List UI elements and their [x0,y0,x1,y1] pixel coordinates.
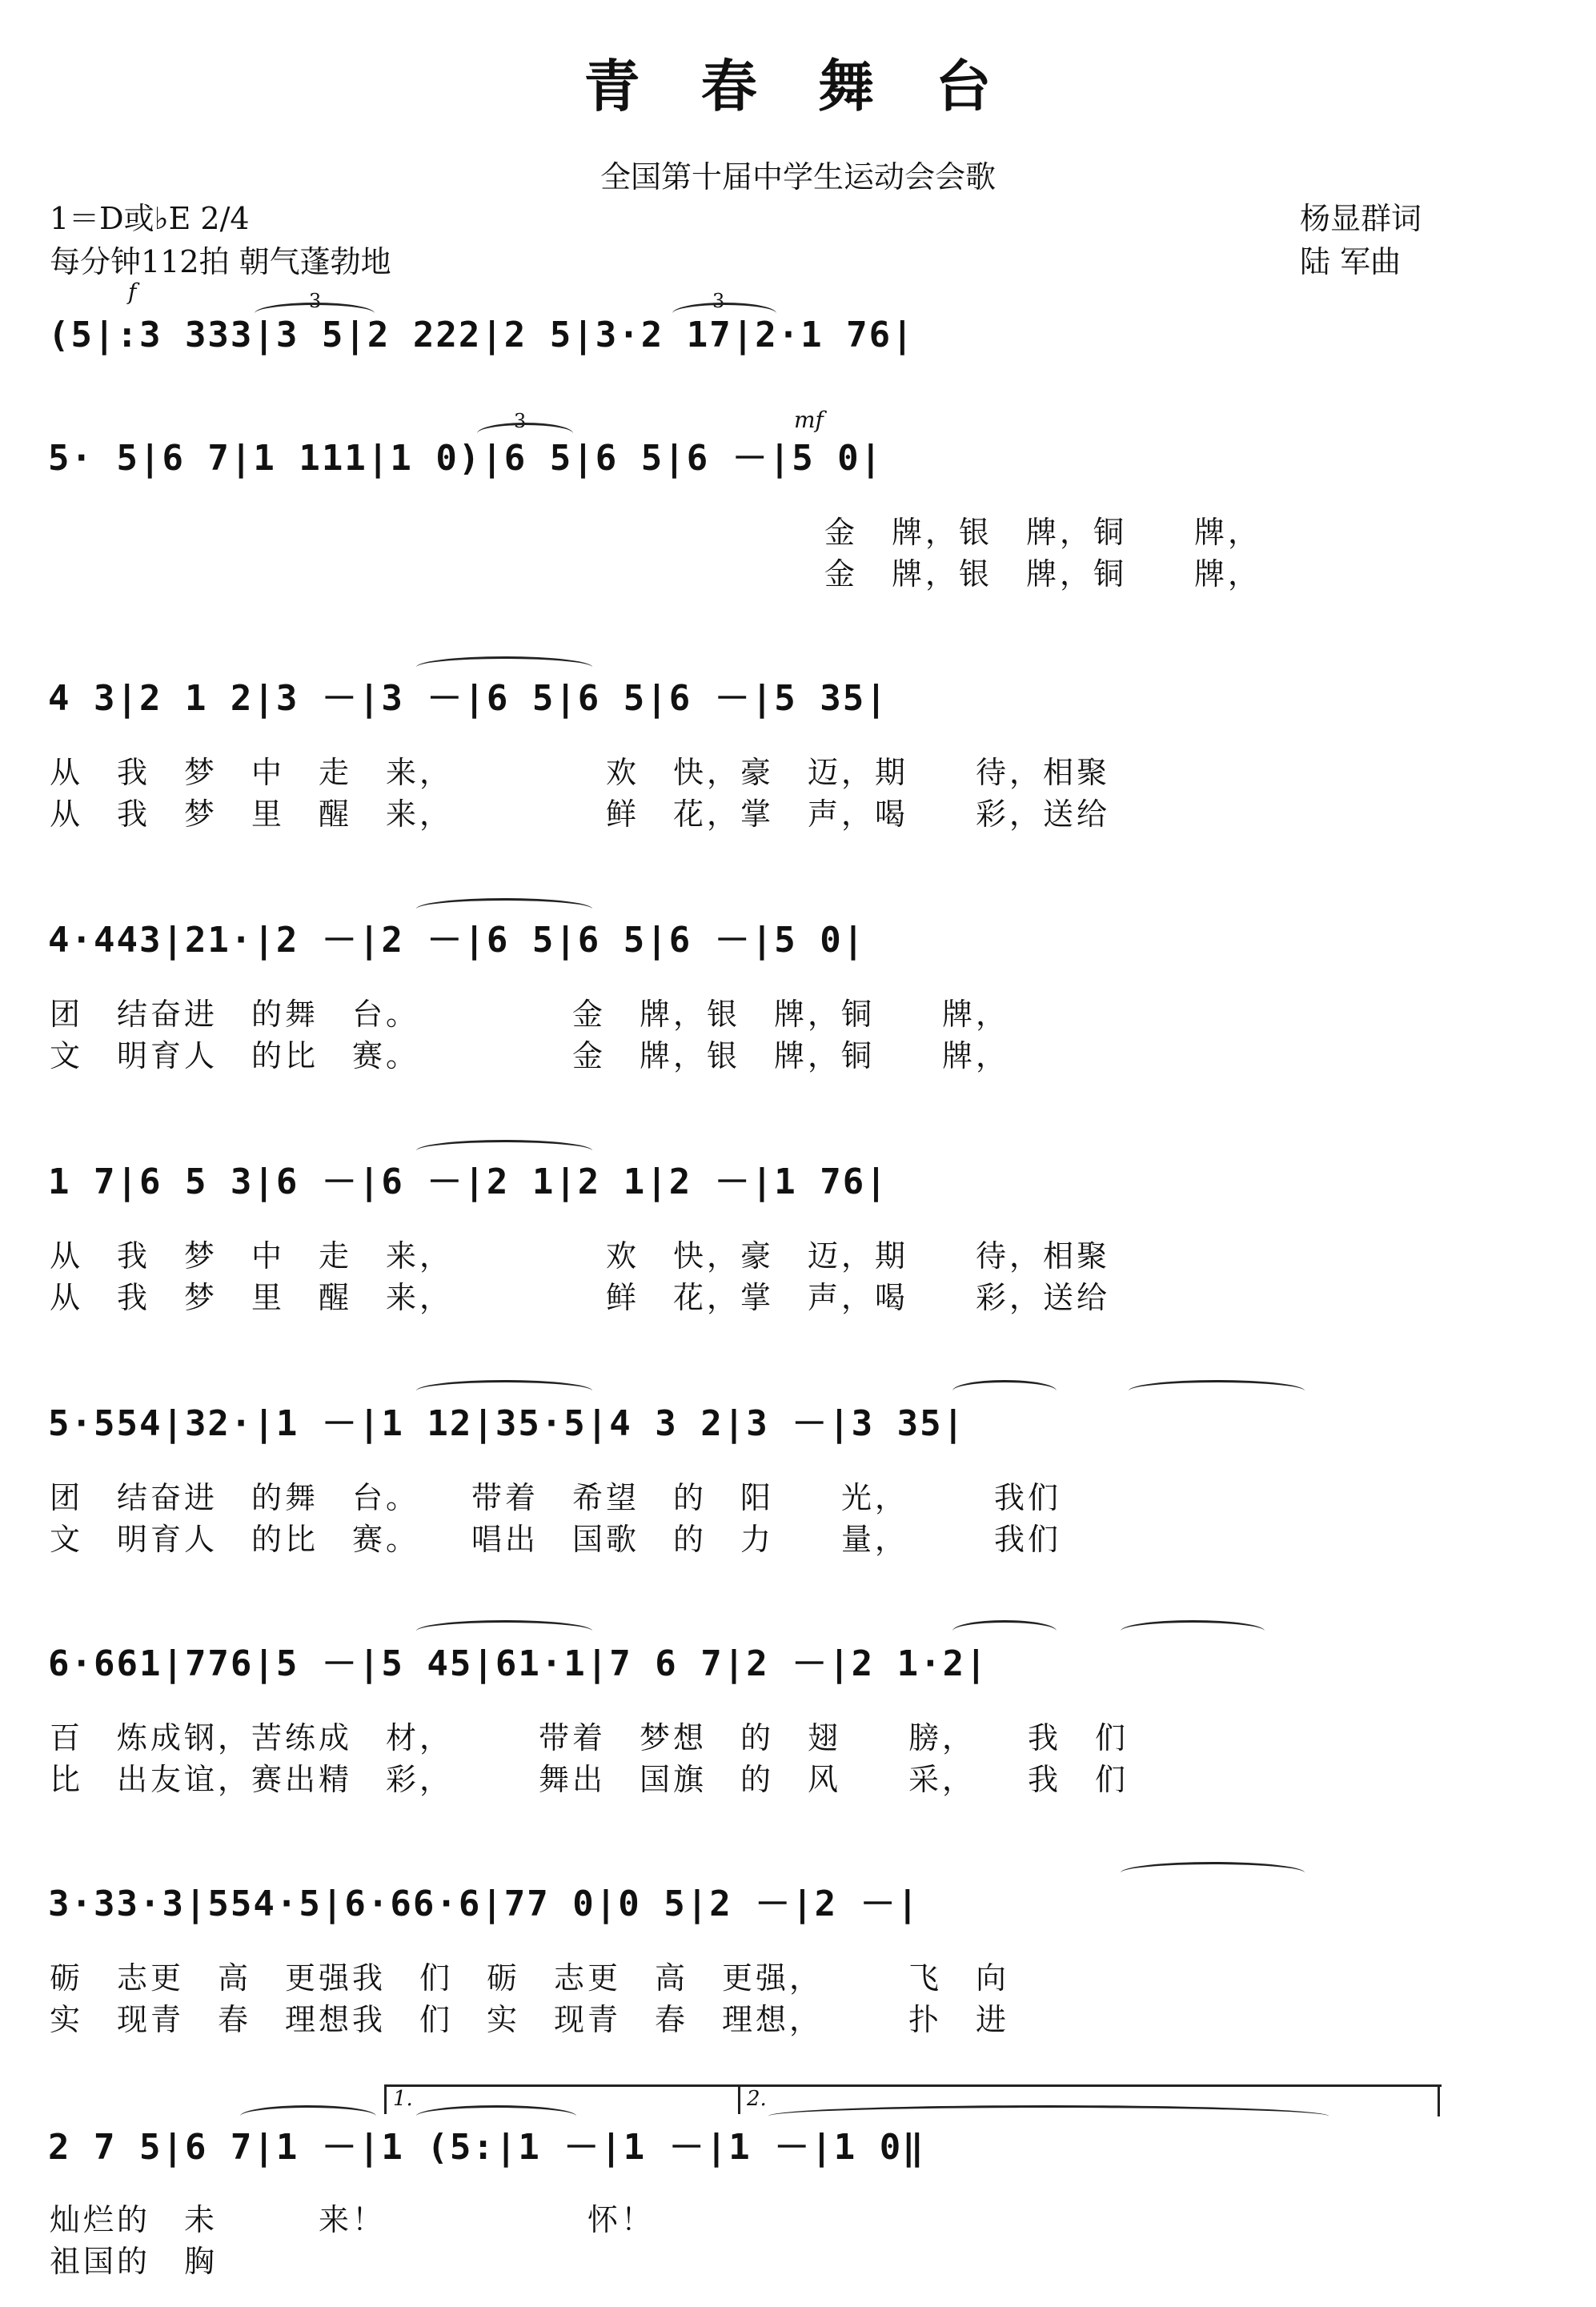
notation-line: 4·443|21·|2 －|2 －|6 5|6 5|6 －|5 0| [48,920,866,961]
lyric-line-1: 团 结奋进 的舞 台。 带着 希望 的 阳 光， 我们 [50,1480,1062,1515]
lyric-line-2: 祖国的 胸 [50,2244,219,2279]
lyric-line-1: 砺 志更 高 更强我 们 砺 志更 高 更强， 飞 向 [50,1960,1010,1996]
notation-line: 2 7 5|6 7|1 －|1 (5:|1 －|1 －|1 －|1 0‖ [48,2127,925,2168]
lyric-line-1: 百 炼成钢，苦练成 材， 带着 梦想 的 翅 膀， 我 们 [50,1720,1129,1755]
lyric-line-1: 团 结奋进 的舞 台。 金 牌，银 牌，铜 牌， [50,997,1010,1032]
lyric-line-1: 从 我 梦 中 走 来， 欢 快，豪 迈，期 待，相聚 [50,1238,1111,1274]
key-signature: 1＝D或♭E 2/4 [50,201,250,236]
second-ending-label: 2. [747,2087,767,2111]
dynamic-forte: f [128,279,137,305]
song-title: 青 春 舞 台 [583,53,1013,119]
lyric-line-2: 金 牌，银 牌，铜 牌， [824,556,1262,592]
notation-line: 5·554|32·|1 －|1 12|35·5|4 3 2|3 －|3 35| [48,1403,966,1444]
lyric-line-1: 金 牌，银 牌，铜 牌， [824,515,1262,550]
notation-line: 5· 5|6 7|1 111|1 0)|6 5|6 5|6 －|5 0| [48,438,884,479]
triplet-mark: 3 [309,290,322,312]
tie [1129,1380,1305,1402]
ending-bracket-end [1438,2084,1440,2116]
song-subtitle: 全国第十届中学生运动会会歌 [600,159,996,195]
tempo-marking: 每分钟112拍 朝气蓬勃地 [50,244,391,279]
lyric-line-2: 比 出友谊，赛出精 彩， 舞出 国旗 的 风 采， 我 们 [50,1762,1129,1797]
lyric-line-2: 从 我 梦 里 醒 来， 鲜 花，掌 声，喝 彩，送给 [50,1280,1111,1315]
triplet-mark: 3 [712,290,725,312]
composer-credit: 陆 军曲 [1300,244,1402,279]
notation-line: 3·33·3|554·5|6·66·6|77 0|0 5|2 －|2 －| [48,1884,920,1924]
notation-line: 1 7|6 5 3|6 －|6 －|2 1|2 1|2 －|1 76| [48,1162,888,1202]
lyric-line-1: 灿烂的 未 来！ 怀！ [50,2202,656,2237]
notation-line: 6·661|776|5 －|5 45|61·1|7 6 7|2 －|2 1·2| [48,1643,988,1684]
notation-line: 4 3|2 1 2|3 －|3 －|6 5|6 5|6 －|5 35| [48,678,888,719]
slur [952,1380,1057,1402]
lyricist-credit: 杨显群词 [1300,201,1422,236]
tie [1121,1862,1305,1884]
dynamic-mezzo-forte: mf [794,407,824,433]
lyric-line-2: 文 明育人 的比 赛。 唱出 国歌 的 力 量， 我们 [50,1522,1062,1557]
lyric-line-1: 从 我 梦 中 走 来， 欢 快，豪 迈，期 待，相聚 [50,755,1111,790]
lyric-line-2: 实 现青 春 理想我 们 实 现青 春 理想， 扑 进 [50,2002,1010,2037]
tie [1121,1620,1265,1642]
notation-line: (5|:3 333|3 5|2 222|2 5|3·2 17|2·1 76| [48,315,915,355]
triplet-mark: 3 [514,410,527,432]
lyric-line-2: 从 我 梦 里 醒 来， 鲜 花，掌 声，喝 彩，送给 [50,796,1111,832]
lyric-line-2: 文 明育人 的比 赛。 金 牌，银 牌，铜 牌， [50,1038,1010,1073]
first-ending-label: 1. [393,2087,413,2111]
